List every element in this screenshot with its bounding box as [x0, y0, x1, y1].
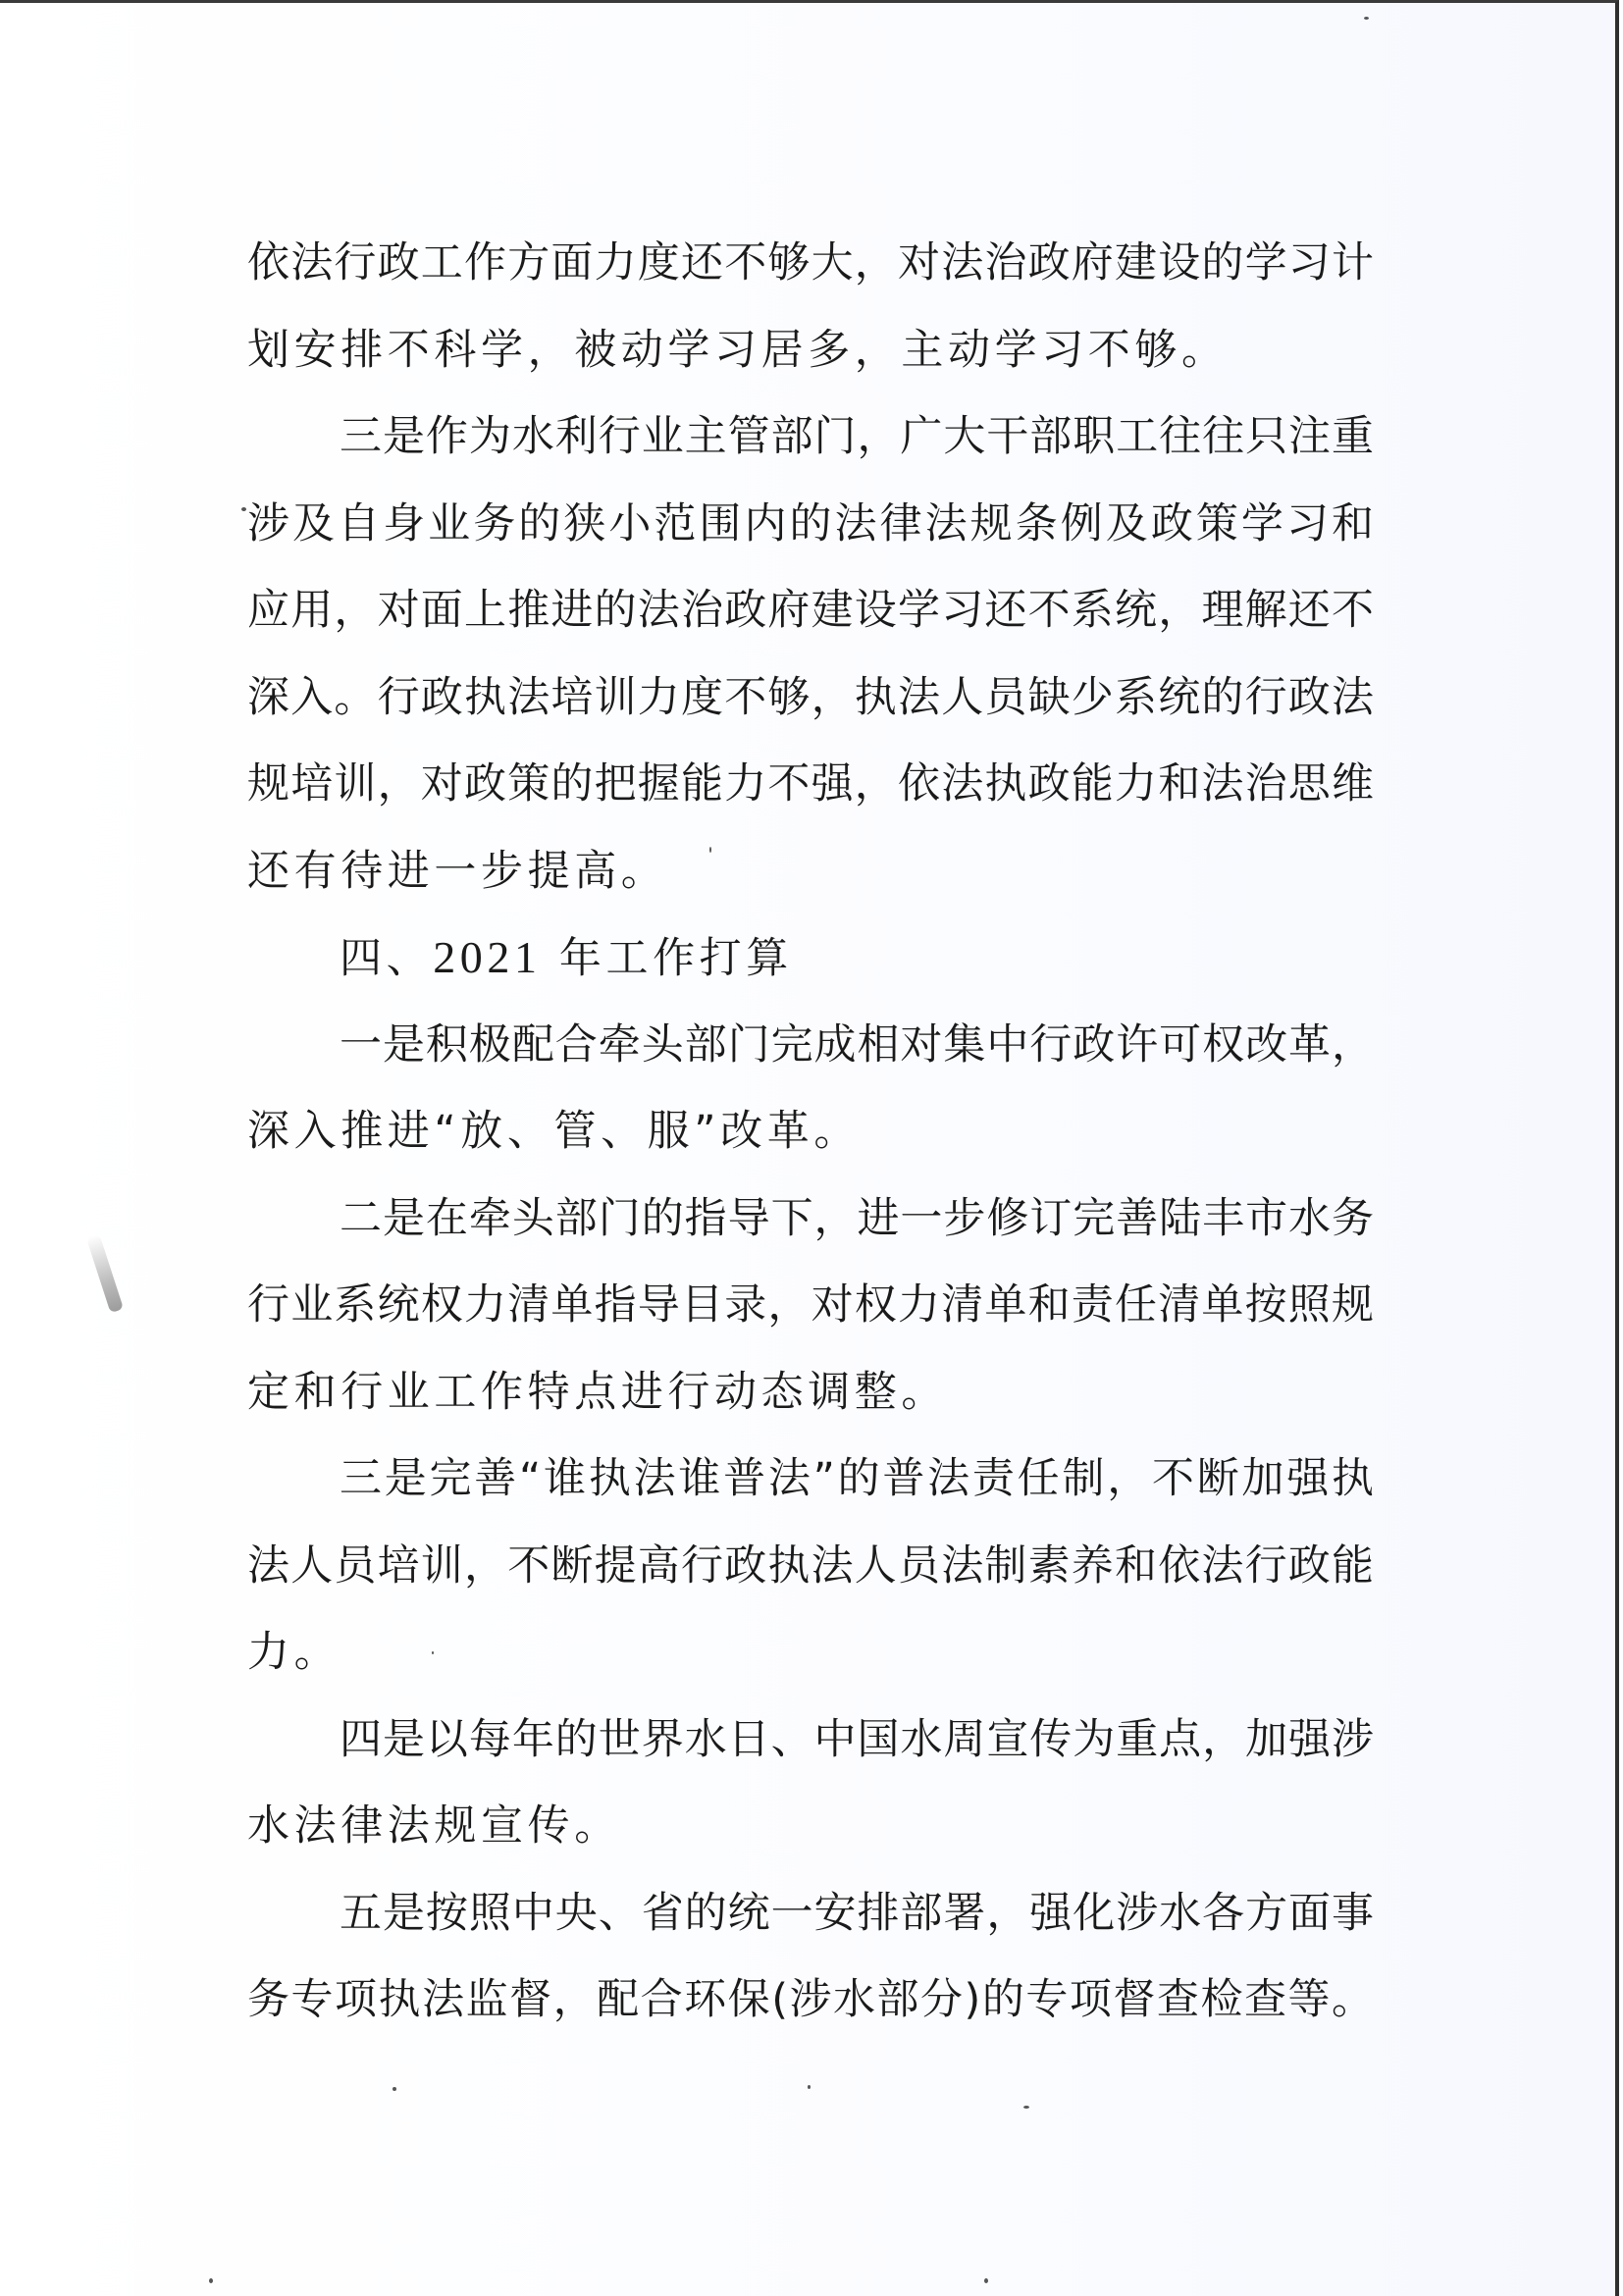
- body-line: 划安排不科学，被动学习居多，主动学习不够。: [247, 325, 1229, 375]
- body-line: 还有待进一步提高。: [247, 846, 668, 896]
- paragraph-start-line: 四是以每年的世界水日、中国水周宣传为重点，加强涉: [340, 1714, 1374, 1764]
- body-line: 深入。行政执法培训力度不够，执法人员缺少系统的行政法: [247, 672, 1374, 722]
- body-line: 涉及自身业务的狭小范围内的法律法规条例及政策学习和: [247, 498, 1374, 548]
- paragraph-start-line: 二是在牵头部门的指导下，进一步修订完善陆丰市水务: [340, 1193, 1374, 1243]
- document-body: [247, 220, 1374, 2044]
- heading-prefix: 四、: [340, 934, 434, 983]
- body-line: 应用，对面上推进的法治政府建设学习还不系统，理解还不: [247, 586, 1374, 635]
- heading-year: 2021: [433, 932, 542, 982]
- body-line: 务专项执法监督，配合环保(涉水部分)的专项督查检查等。: [247, 1975, 1374, 2024]
- scan-speck: [241, 507, 246, 511]
- paragraph-start-line: 一是积极配合牵头部门完成相对集中行政许可权改革，: [340, 1019, 1374, 1070]
- scan-speck: [984, 2278, 988, 2283]
- scan-speck: [1023, 2106, 1029, 2109]
- paragraph-start-line: 五是按照中央、省的统一安排部署，强化涉水各方面事: [340, 1888, 1374, 1938]
- scan-speck: [709, 847, 711, 853]
- body-line: 力。: [247, 1628, 341, 1677]
- scan-speck: [432, 1651, 434, 1654]
- scan-speck: [808, 2085, 811, 2089]
- body-line: 法人员培训，不断提高行政执法人员法制素养和依法行政能: [247, 1540, 1374, 1591]
- paragraph-start-line: 三是作为水利行业主管部门，广大干部职工往往只注重: [340, 412, 1374, 461]
- body-line: 依法行政工作方面力度还不够大，对法治政府建设的学习计: [247, 238, 1374, 287]
- scan-smudge: [86, 1234, 124, 1313]
- section-heading: [247, 914, 1374, 1002]
- body-line: 规培训，对政策的把握能力不强，依法执政能力和法治思维: [247, 759, 1374, 809]
- scan-speck: [209, 2278, 213, 2283]
- scan-speck: [393, 2087, 396, 2091]
- body-line: 水法律法规宣传。: [247, 1801, 621, 1851]
- paragraph-start-line: 三是完善“谁执法谁普法”的普法责任制，不断加强执: [340, 1454, 1374, 1503]
- body-line: 深入推进“放、管、服”改革。: [247, 1107, 861, 1156]
- body-line: 定和行业工作特点进行动态调整。: [247, 1367, 948, 1417]
- scan-speck: [1364, 17, 1369, 20]
- body-line: 行业系统权力清单指导目录，对权力清单和责任清单按照规: [247, 1280, 1374, 1330]
- heading-suffix: 年工作打算: [541, 934, 793, 983]
